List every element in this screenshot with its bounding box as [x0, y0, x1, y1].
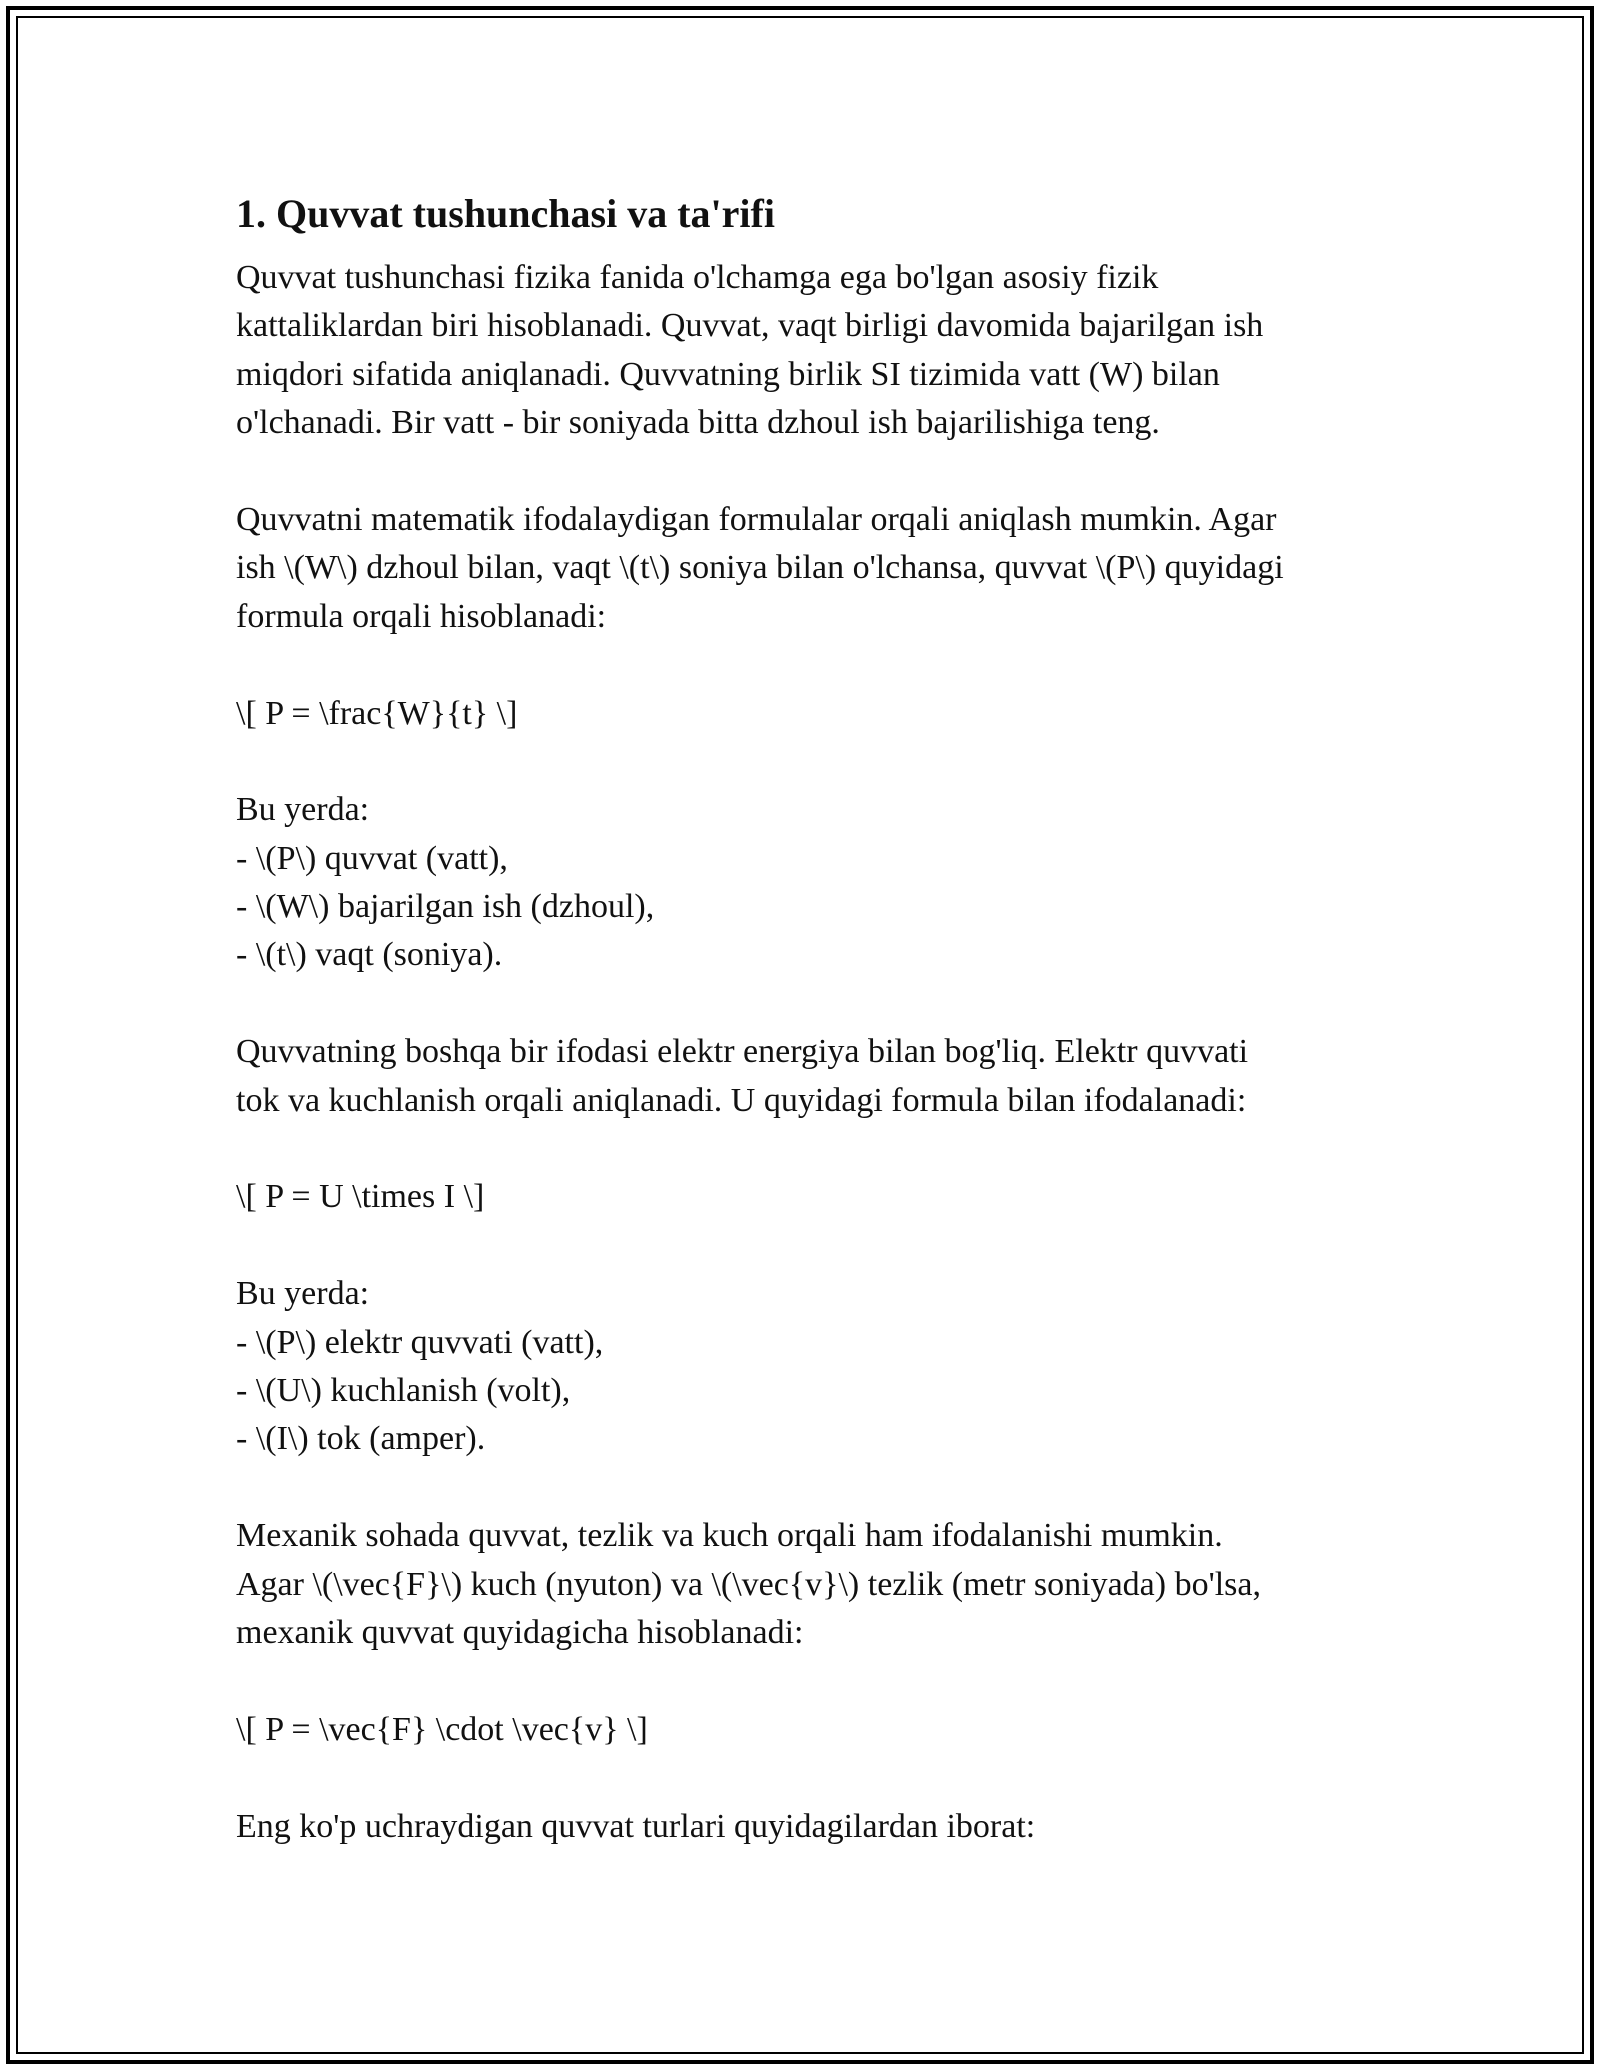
- text-line: Bu yerda:: [236, 1275, 370, 1313]
- list-item: - \(U\) kuchlanish (volt),: [236, 1371, 571, 1409]
- section-heading: 1. Quvvat tushunchasi va ta'rifi: [236, 191, 775, 236]
- text-line: ish \(W\) dzhoul bilan, vaqt \(t\) soniya bilan o'lchansa, quvvat \(P\) quyidagi: [236, 549, 1284, 587]
- blank-line: [236, 1754, 1396, 1802]
- blank-line: [236, 1125, 1396, 1173]
- blank-line: [236, 980, 1396, 1028]
- blank-line: [236, 641, 1396, 689]
- list-item: - \(P\) elektr quvvati (vatt),: [236, 1323, 604, 1361]
- blank-line: [236, 738, 1396, 786]
- text-line: mexanik quvvat quyidagicha hisoblanadi:: [236, 1613, 804, 1651]
- text-line: Quvvatni matematik ifodalaydigan formulalar orqali aniqlash mumkin. Agar: [236, 500, 1277, 538]
- blank-line: [236, 1657, 1396, 1705]
- text-line: formula orqali hisoblanadi:: [236, 597, 607, 635]
- text-line: Eng ko'p uchraydigan quvvat turlari quyidagilardan iborat:: [236, 1807, 1036, 1845]
- blank-line: [236, 448, 1396, 496]
- text-line: kattaliklardan biri hisoblanadi. Quvvat, vaqt birligi davomida bajarilgan ish: [236, 307, 1264, 345]
- text-line: miqdori sifatida aniqlanadi. Quvvatning birlik SI tizimida vatt (W) bilan: [236, 355, 1220, 393]
- list-item: - \(I\) tok (amper).: [236, 1420, 486, 1458]
- list-item: - \(P\) quvvat (vatt),: [236, 839, 508, 877]
- text-line: Bu yerda:: [236, 791, 370, 829]
- document-content: [236, 186, 1396, 1851]
- blank-line: [236, 1222, 1396, 1270]
- text-line: Quvvat tushunchasi fizika fanida o'lchamga ega bo'lgan asosiy fizik: [236, 259, 1159, 296]
- formula-line: \[ P = \vec{F} \cdot \vec{v} \]: [236, 1710, 648, 1748]
- list-item: - \(t\) vaqt (soniya).: [236, 936, 503, 974]
- body-text: [236, 254, 1396, 1851]
- blank-line: [236, 1464, 1396, 1512]
- formula-line: \[ P = \frac{W}{t} \]: [236, 694, 518, 732]
- text-line: Quvvatning boshqa bir ifodasi elektr energiya bilan bog'liq. Elektr quvvati: [236, 1033, 1249, 1071]
- text-line: Agar \(\vec{F}\) kuch (nyuton) va \(\vec{v}\) tezlik (metr soniyada) bo'lsa,: [236, 1565, 1261, 1603]
- list-item: - \(W\) bajarilgan ish (dzhoul),: [236, 888, 655, 926]
- text-line: tok va kuchlanish orqali aniqlanadi. U quyidagi formula bilan ifodalanadi:: [236, 1081, 1247, 1119]
- text-line: Mexanik sohada quvvat, tezlik va kuch orqali ham ifodalanishi mumkin.: [236, 1517, 1223, 1555]
- formula-line: \[ P = U \times I \]: [236, 1178, 485, 1216]
- text-line: o'lchanadi. Bir vatt - bir soniyada bitta dzhoul ish bajarilishiga teng.: [236, 404, 1160, 442]
